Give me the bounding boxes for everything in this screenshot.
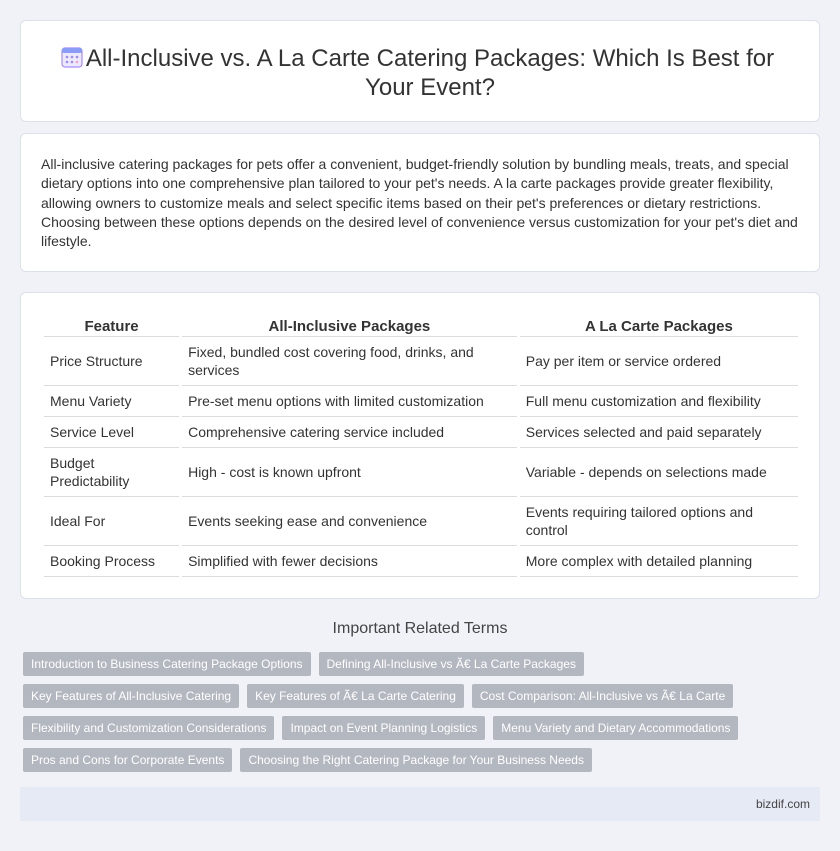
footer-site-link[interactable]: bizdif.com (755, 797, 810, 811)
title-card (20, 20, 820, 122)
related-term-tag[interactable]: Key Features of Ã€ La Carte Catering (247, 684, 464, 708)
table-row (44, 497, 798, 546)
intro-paragraph: All-inclusive catering packages for pets offer a convenient, budget-friendly solution by bundling meals, treats, and special dietary options into one comprehensive plan tailored to your pet's needs. A la carte packages provide greater flexibility, allowing owners to customize meals and select specific items based on their pet's preferences or dietary restrictions. Choosing between these options depends on the desired level of convenience versus customization for your pet's diet and lifestyle. (41, 156, 798, 250)
table-cell-all-inclusive: Events seeking ease and convenience (182, 497, 517, 546)
table-row (44, 386, 798, 417)
table-row (44, 546, 798, 577)
column-header-all-inclusive: All-Inclusive Packages (182, 315, 517, 337)
column-header-a-la-carte: A La Carte Packages (520, 315, 798, 337)
table-row (44, 417, 798, 448)
table-cell-a-la-carte: Pay per item or service ordered (520, 337, 798, 386)
related-terms-list (23, 652, 813, 780)
table-cell-feature: Budget Predictability (44, 448, 179, 497)
table-cell-a-la-carte: Events requiring tailored options and control (520, 497, 798, 546)
related-term-tag[interactable]: Key Features of All-Inclusive Catering (23, 684, 239, 708)
table-cell-feature: Service Level (44, 417, 179, 448)
related-terms-heading: Important Related Terms (332, 620, 508, 637)
related-term-tag[interactable]: Impact on Event Planning Logistics (282, 716, 485, 740)
page-title: All-Inclusive vs. A La Carte Catering Packages: Which Is Best for Your Event? (85, 45, 775, 101)
table-cell-feature: Price Structure (44, 337, 179, 386)
table-header-row (44, 315, 798, 337)
column-header-feature: Feature (44, 315, 179, 337)
related-term-tag[interactable]: Flexibility and Customization Considerations (23, 716, 274, 740)
table-cell-all-inclusive: Fixed, bundled cost covering food, drinks, and services (182, 337, 517, 386)
table-row (44, 448, 798, 497)
table-cell-a-la-carte: More complex with detailed planning (520, 546, 798, 577)
comparison-table (41, 315, 801, 577)
table-cell-all-inclusive: Comprehensive catering service included (182, 417, 517, 448)
related-term-tag[interactable]: Defining All-Inclusive vs Ã€ La Carte Packages (319, 652, 584, 676)
comparison-table-card (20, 292, 820, 599)
related-term-tag[interactable]: Cost Comparison: All-Inclusive vs Ã€ La Carte (472, 684, 733, 708)
table-cell-feature: Booking Process (44, 546, 179, 577)
table-cell-all-inclusive: Pre-set menu options with limited customization (182, 386, 517, 417)
table-cell-all-inclusive: High - cost is known upfront (182, 448, 517, 497)
related-term-tag[interactable]: Pros and Cons for Corporate Events (23, 748, 232, 772)
table-cell-feature: Ideal For (44, 497, 179, 546)
table-cell-a-la-carte: Services selected and paid separately (520, 417, 798, 448)
footer (20, 787, 820, 821)
table-cell-all-inclusive: Simplified with fewer decisions (182, 546, 517, 577)
table-cell-a-la-carte: Variable - depends on selections made (520, 448, 798, 497)
related-term-tag[interactable]: Choosing the Right Catering Package for Your Business Needs (240, 748, 592, 772)
table-cell-feature: Menu Variety (44, 386, 179, 417)
intro-card (20, 133, 820, 272)
table-cell-a-la-carte: Full menu customization and flexibility (520, 386, 798, 417)
table-row (44, 337, 798, 386)
related-term-tag[interactable]: Menu Variety and Dietary Accommodations (493, 716, 738, 740)
related-term-tag[interactable]: Introduction to Business Catering Package Options (23, 652, 311, 676)
